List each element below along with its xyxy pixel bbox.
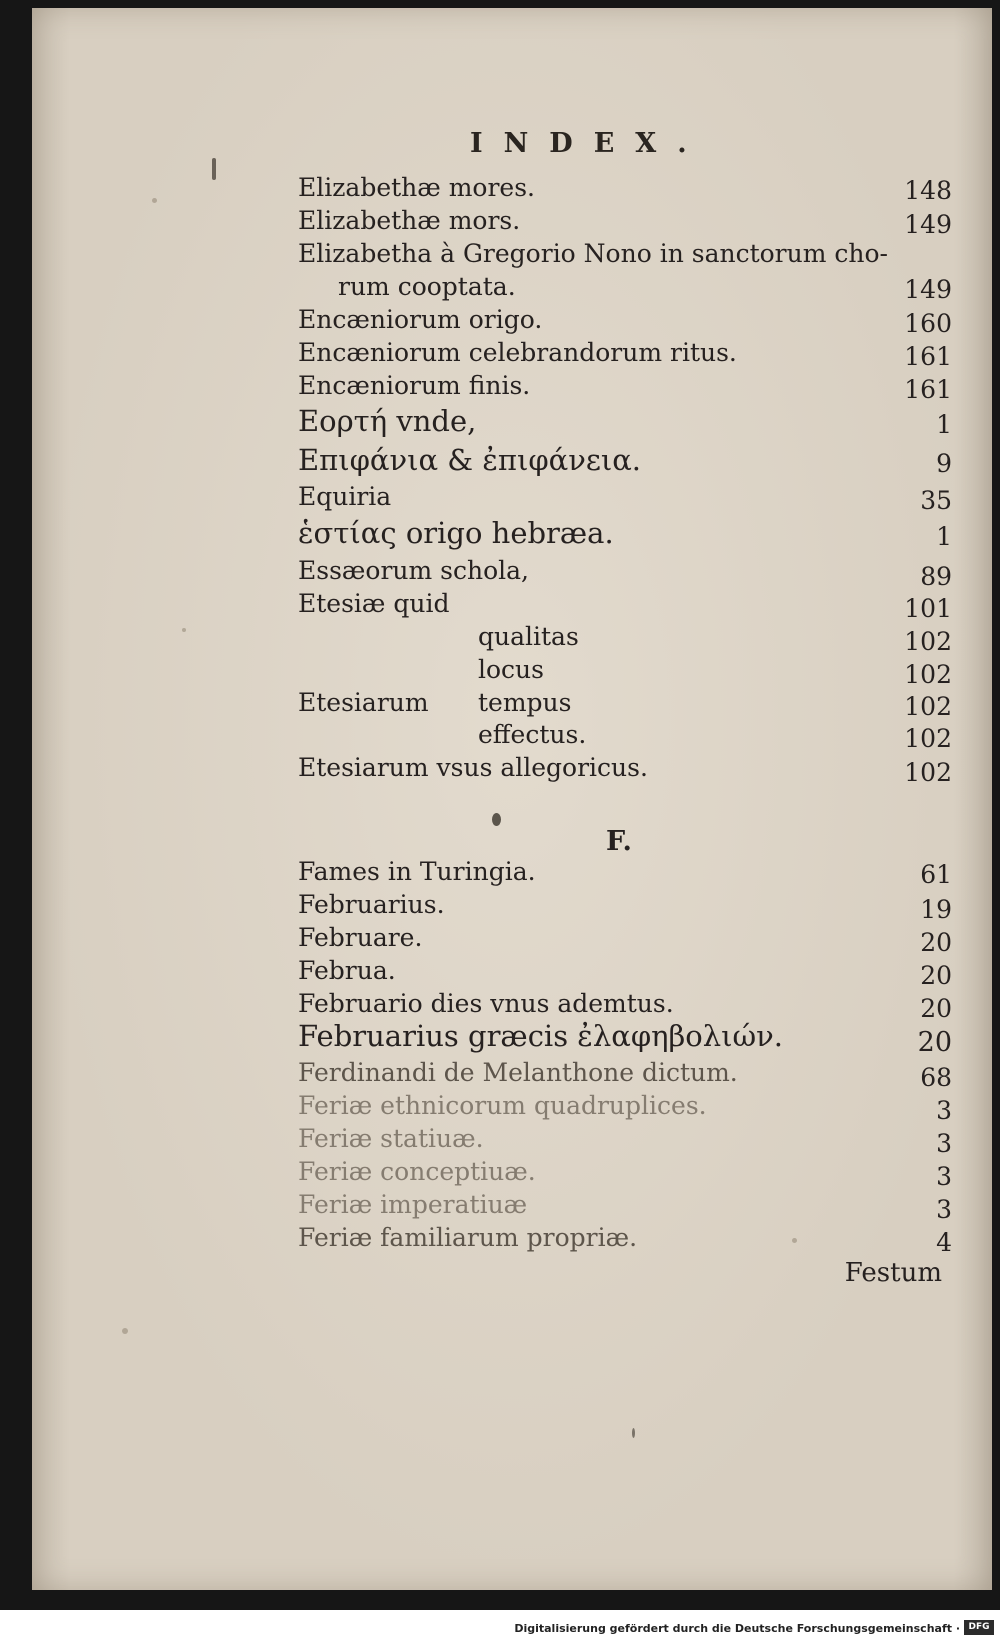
page-number: 102	[904, 758, 952, 787]
index-entry: Feriæ familiarum propriæ.	[298, 1223, 638, 1252]
digitization-credit: Digitalisierung gefördert durch die Deutsche Forschungsgemeinschaft ·	[514, 1622, 960, 1635]
page-number: 160	[904, 309, 952, 338]
section-letter: F.	[606, 826, 632, 857]
index-entry: rum cooptata.	[338, 272, 516, 301]
page-number: 35	[920, 486, 952, 515]
page-number: 19	[920, 895, 952, 924]
index-entry: Elizabethæ mors.	[298, 206, 521, 235]
paper-speck	[182, 628, 186, 632]
page-number: 20	[920, 928, 952, 957]
index-entry: Feriæ imperatiuæ	[298, 1190, 528, 1219]
index-entry: Ferdinandi de Melanthone dictum.	[298, 1058, 738, 1087]
ink-mark	[212, 158, 216, 180]
page-number: 89	[920, 562, 952, 591]
index-entry: Etesiæ quid	[298, 589, 450, 618]
index-entry: ἑστίας origo hebræa.	[298, 516, 614, 550]
index-entry: Encæniorum origo.	[298, 305, 543, 334]
ink-mark	[632, 1428, 635, 1438]
page-number: 148	[904, 176, 952, 205]
page-number: 20	[920, 961, 952, 990]
index-entry: Februario dies vnus ademtus.	[298, 989, 674, 1018]
paper-speck	[152, 198, 157, 203]
page-number: 61	[920, 860, 952, 889]
index-entry: Feriæ conceptiuæ.	[298, 1157, 536, 1186]
page-number: 102	[904, 660, 952, 689]
paper-speck	[122, 1328, 128, 1334]
catchword: Festum	[844, 1258, 942, 1288]
page-number: 3	[936, 1162, 952, 1191]
page-number: 1	[936, 410, 952, 439]
index-subterm: tempus	[478, 688, 572, 717]
dfg-logo: DFG	[964, 1620, 994, 1635]
page-number: 3	[936, 1195, 952, 1224]
index-entry: Feriæ statiuæ.	[298, 1124, 484, 1153]
page-number: 102	[904, 627, 952, 656]
index-subterm: qualitas	[478, 622, 579, 651]
index-entry: Etesiarum vsus allegoricus.	[298, 753, 648, 782]
index-entry: Essæorum schola,	[298, 556, 529, 585]
page-number: 161	[904, 375, 952, 404]
index-entry: Encæniorum celebrandorum ritus.	[298, 338, 737, 367]
index-entry: Elizabetha à Gregorio Nono in sanctorum cho-	[298, 239, 888, 268]
index-entry: Επιφάνια & ἐπιφάνεια.	[298, 443, 642, 477]
index-entry: Feriæ ethnicorum quadruplices.	[298, 1091, 707, 1120]
index-entry: Εορτή vnde,	[298, 404, 477, 438]
page-number: 149	[904, 210, 952, 239]
page-number: 149	[904, 275, 952, 304]
page-number: 20	[920, 994, 952, 1023]
page-number: 3	[936, 1129, 952, 1158]
page-number: 9	[936, 449, 952, 478]
page-number: 102	[904, 692, 952, 721]
page-number: 4	[936, 1228, 952, 1257]
group-label: Etesiarum	[298, 688, 429, 717]
index-entry: Februa.	[298, 956, 396, 985]
page-number: 101	[904, 594, 952, 623]
index-entry: Fames in Turingia.	[298, 857, 536, 886]
page-number: 1	[936, 522, 952, 551]
page-header: INDEX.	[470, 128, 708, 159]
index-entry: Februarius græcis ἐλαφηβολιών.	[298, 1019, 783, 1053]
ink-blot	[492, 813, 501, 826]
paper-speck	[792, 1238, 797, 1243]
page-number: 20	[917, 1027, 952, 1058]
index-subterm: locus	[478, 655, 544, 684]
index-entry: Equiria	[298, 482, 392, 511]
index-entry: Februarius.	[298, 890, 445, 919]
page-number: 102	[904, 724, 952, 753]
page-number: 161	[904, 342, 952, 371]
index-entry: Elizabethæ mores.	[298, 173, 535, 202]
page-number: 3	[936, 1096, 952, 1125]
index-entry: Februare.	[298, 923, 423, 952]
page-number: 68	[920, 1063, 952, 1092]
index-subterm: effectus.	[478, 720, 587, 749]
index-entry: Encæniorum finis.	[298, 371, 531, 400]
